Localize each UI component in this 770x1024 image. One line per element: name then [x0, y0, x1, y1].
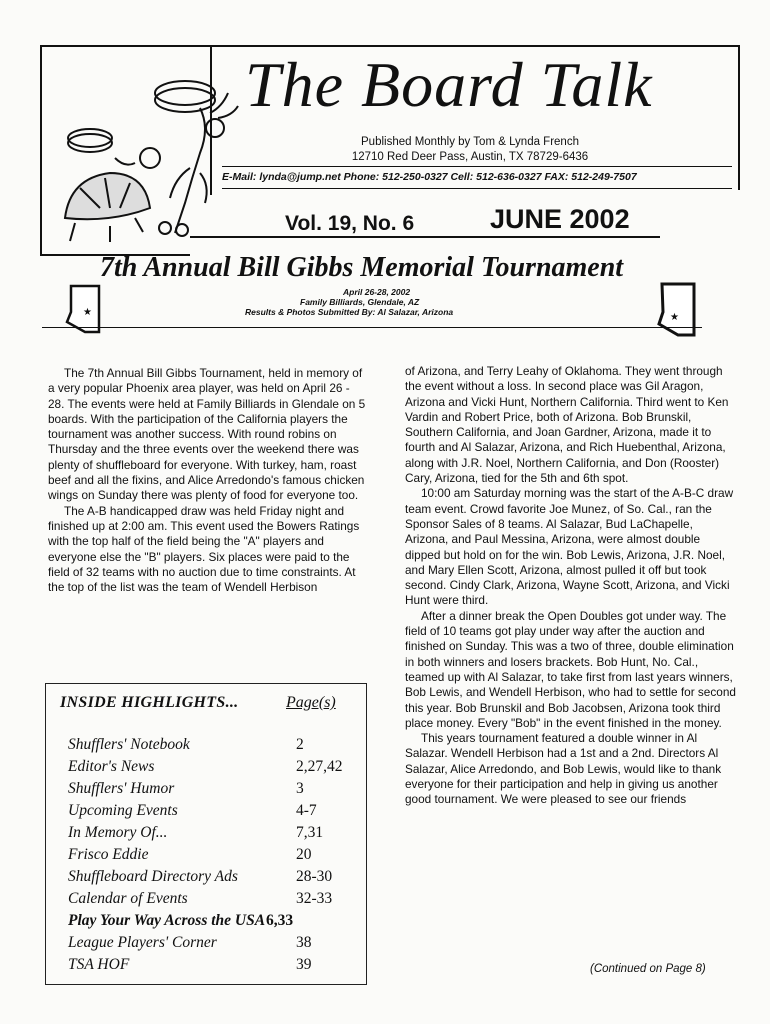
contact-top-rule — [222, 166, 732, 167]
highlight-pages: 2,27,42 — [296, 758, 343, 775]
article-paragraph: 10:00 am Saturday morning was the start of the A-B-C draw team event. Crowd favorite Joe Munez, of So. Cal., ran the Sponsor Sales of 8 teams. Al Salazar, Bud LaChapelle, Arizona, and Paul Messina, Arizona, were almost double dipped but hold on for the win. Bob Lewis, Arizona, J.R. Noel, and Mary Ellen Scott, Arizona, almost pulled it off but took second. Cindy Clark, Arizona, Wayne Scott, Arizona, and Vicki Hunt were third. — [405, 486, 734, 608]
article-paragraph: The A-B handicapped draw was held Friday night and finished up at 2:00 am. This event used the Bowers Ratings with the top half of the field being the "A" players and everyone else the "B" players. Six places were paid to the field of 32 teams with no auction due to time constraints. At the top of the list was the team of Wendell Herbison — [48, 503, 360, 595]
article-paragraph: of Arizona, and Terry Leahy of Oklahoma. They went through the event without a loss. In second place was Gil Aragon, Arizona and Vicki Hunt, Northern California. Third went to Ken Vardin and Robert Price, both of Arizona. Bob Brunskil, Southern California, and Joan Gardner, Arizona, made it to fourth and Al Salazar, Arizona, and Rich Huebenthal, Arizona, along with J.R. Noel, Northern California, and Don (Rooster) Cary, Arizona, tied for the 5th and 6th spot. — [405, 364, 729, 486]
event-rule — [42, 327, 702, 328]
highlight-pages: 28-30 — [296, 868, 333, 885]
article-left-column — [48, 366, 366, 595]
highlight-label: Shuffleboard Directory Ads — [68, 868, 238, 885]
masthead-right-rule — [738, 45, 740, 190]
article-paragraph: This years tournament featured a double winner in Al Salazar. Wendell Herbison had a 1st and a 2nd. Directors Al Salazar, Alice Arredondo, and Bob Lewis, would like to thank everyone for their participation and help in giving us another good tournament. We were pleased to see our friends — [405, 731, 722, 807]
highlight-label: TSA HOF — [68, 956, 130, 973]
volume-rule — [190, 236, 660, 238]
continued-note: (Continued on Page 8) — [590, 963, 706, 975]
highlight-label: Play Your Way Across the USA — [68, 912, 266, 929]
arizona-map-icon — [65, 282, 105, 337]
highlight-pages: 4-7 — [296, 802, 317, 819]
inside-highlights-box — [45, 683, 367, 985]
highlight-label: League Players' Corner — [68, 934, 217, 951]
highlight-pages: 3 — [296, 780, 304, 797]
highlight-pages: 7,31 — [296, 824, 324, 841]
highlights-page-heading: Page(s) — [286, 694, 336, 711]
highlight-pages: 38 — [296, 934, 312, 951]
highlight-pages: 20 — [296, 846, 312, 863]
highlight-pages: 6,33 — [266, 912, 294, 929]
event-venue: Family Billiards, Glendale, AZ — [300, 297, 420, 307]
event-credits: Results & Photos Submitted By: Al Salazar, Arizona — [245, 307, 454, 317]
highlight-label: Calendar of Events — [68, 890, 188, 907]
cartoon-illustration — [50, 58, 240, 248]
svg-text:★: ★ — [670, 312, 679, 323]
event-title: 7th Annual Bill Gibbs Memorial Tournament — [100, 252, 624, 283]
contact-bottom-rule — [222, 188, 732, 189]
svg-text:★: ★ — [83, 307, 92, 318]
puck-icon — [155, 81, 215, 105]
issue-date: JUNE 2002 — [490, 204, 630, 234]
article-paragraph: After a dinner break the Open Doubles got under way. The field of 10 teams got play under way after the auction and finished on Sunday. This was a two of three, double elimination in both winners and losers brackets. Bob Hunt, No. Cal., teamed up with Al Salazar, to take first from last years winners, Bob Lewis, and Wendell Herbison, who had to settle for second this year. Bob Brunskil and Bob Jacobsen, Arizona took third place money. Every "Bob" in the event finished in the money. — [405, 608, 736, 730]
article-paragraph: The 7th Annual Bill Gibbs Tournament, held in memory of a very popular Phoenix area player, was held on April 26 - 28. The events were held at Family Billiards in Glendale on 5 boards. With the participation of the California players the tournament was another success. With round robins on Thursday and the three events over the weekend there was plenty of shuffleboard for everyone. With turkey, ham, roast beef and all the fixins, and Alice Arredondo's famous chicken wings on Sunday there was plenty of food for everyone too. — [48, 366, 366, 503]
highlight-pages: 39 — [296, 956, 312, 973]
publisher-info — [340, 135, 600, 165]
highlight-label: In Memory Of... — [68, 824, 168, 841]
highlight-label: Shufflers' Humor — [68, 780, 175, 797]
newsletter-title: The Board Talk — [245, 49, 653, 120]
masthead-top-rule — [40, 45, 740, 47]
highlight-pages: 2 — [296, 736, 304, 753]
highlight-label: Shufflers' Notebook — [68, 736, 190, 753]
arizona-map-icon — [656, 280, 701, 340]
address-line: 12710 Red Deer Pass, Austin, TX 78729-6436 — [351, 151, 589, 163]
contact-line: E-Mail: lynda@jump.net Phone: 512-250-0327 Cell: 512-636-0327 FAX: 512-249-7507 — [222, 171, 637, 183]
event-dates: April 26-28, 2002 — [343, 287, 411, 297]
highlights-heading: INSIDE HIGHLIGHTS... — [60, 694, 239, 711]
highlight-label: Editor's News — [68, 758, 155, 775]
volume-number: Vol. 19, No. 6 — [285, 212, 415, 235]
highlight-label: Frisco Eddie — [68, 846, 149, 863]
article-right-column — [405, 364, 737, 808]
publisher-line: Published Monthly by Tom & Lynda French — [361, 136, 579, 148]
masthead-left-rule — [40, 45, 42, 255]
highlight-label: Upcoming Events — [68, 802, 178, 819]
highlight-pages: 32-33 — [296, 890, 333, 907]
